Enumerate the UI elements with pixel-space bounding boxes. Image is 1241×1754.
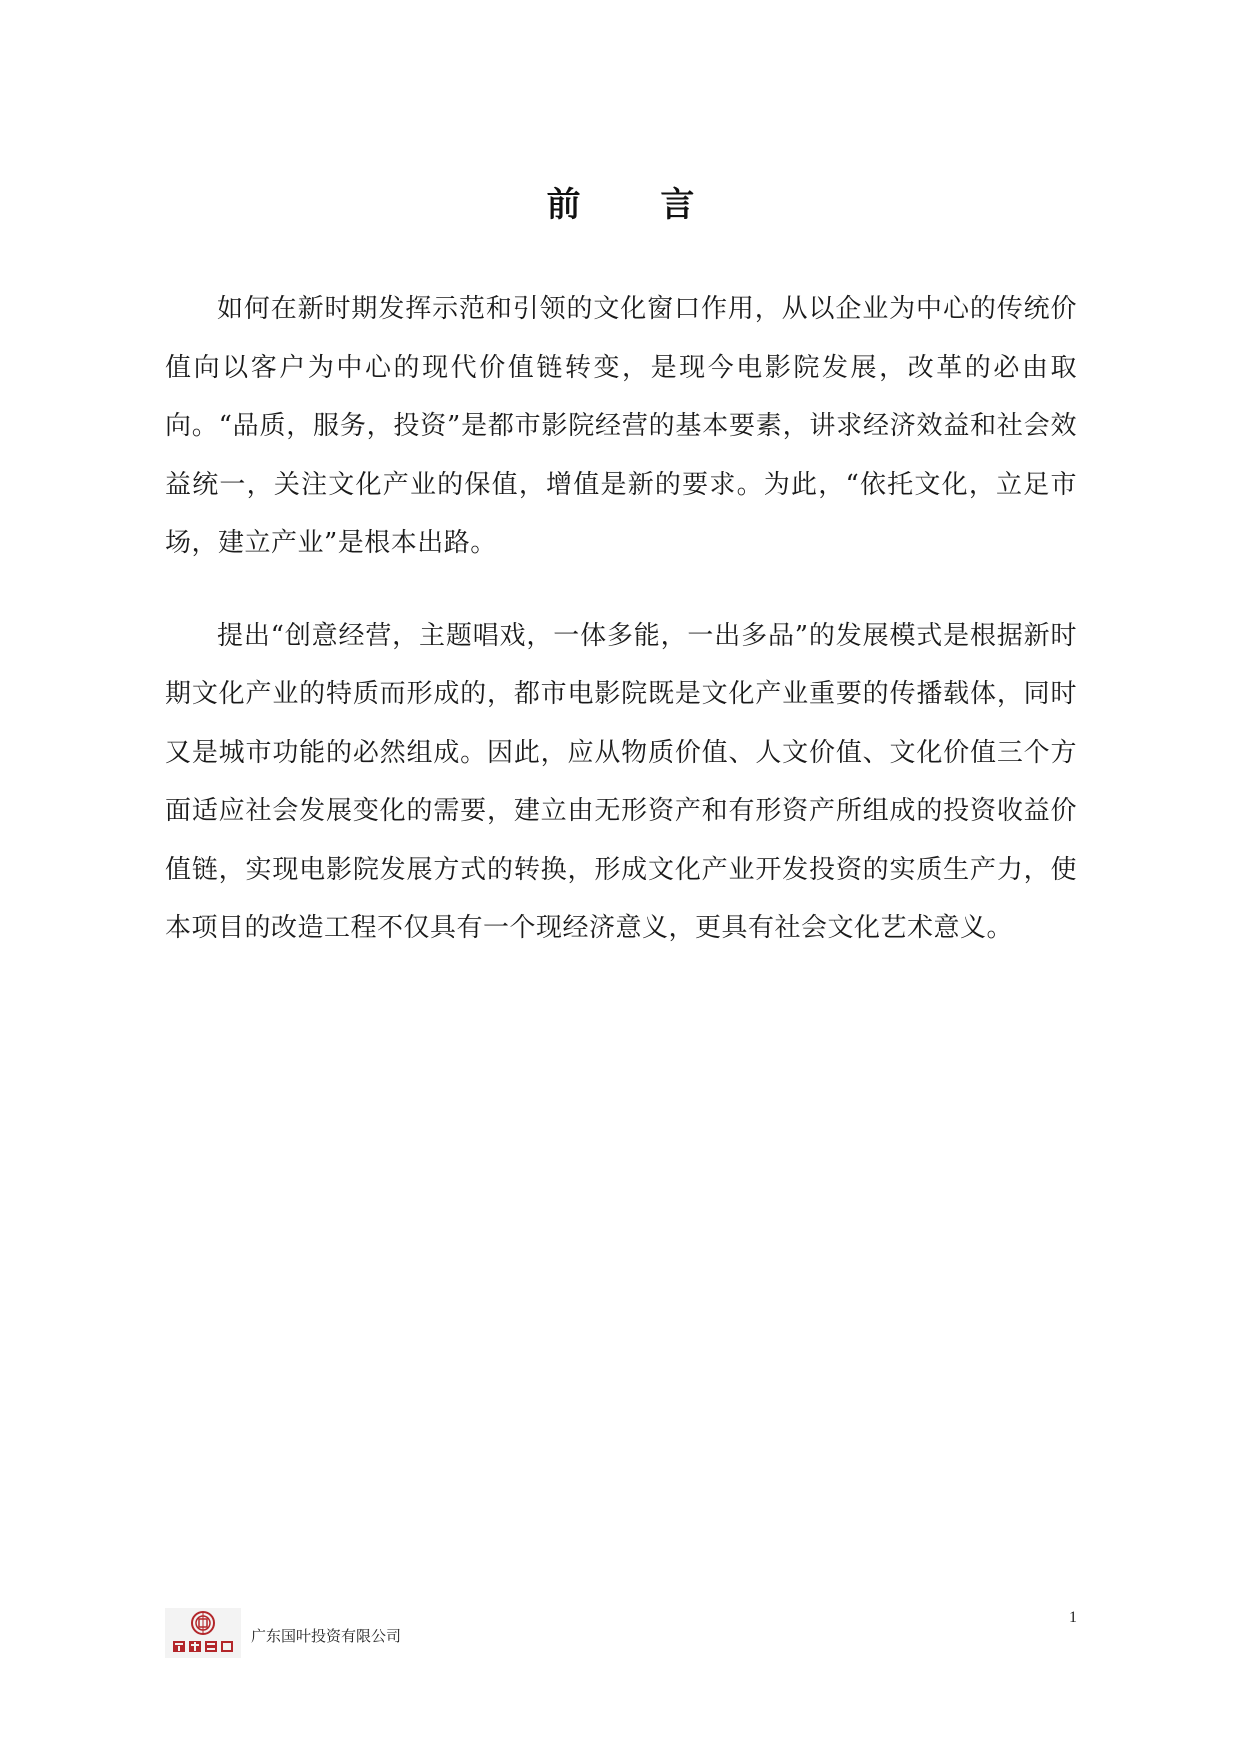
paragraph-1: 如何在新时期发挥示范和引领的文化窗口作用，从以企业为中心的传统价值向以客户为中心的现代价值链转变，是现今电影院发展，改革的必由取向。“品质，服务，投资”是都市影院经营的基本要素，讲求经济效益和社会效益统一，关注文化产业的保值，增值是新的要求。为此，“依托文化，立足市场，建立产业”是根本出路。 — [165, 294, 1077, 558]
paragraph-2: 提出“创意经营，主题唱戏，一体多能，一出多品”的发展模式是根据新时期文化产业的特质而形成的，都市电影院既是文化产业重要的传播载体，同时又是城市功能的必然组成。因此，应从物质价值、人文价值、文化价值三个方面适应社会发展变化的需要，建立由无形资产和有形资产所组成的投资收益价值链，实现电影院发展方式的转换，形成文化产业开发投资的实质生产力，使本项目的改造工程不仅具有一个现经济意义，更具有社会文化艺术意义。 — [165, 620, 1077, 943]
page-title: 前 言 — [546, 185, 729, 225]
page-footer — [165, 1608, 1077, 1658]
page-number: 1 — [1069, 1609, 1077, 1626]
company-logo-icon — [165, 1608, 241, 1658]
company-name: 广东国叶投资有限公司 — [251, 1627, 402, 1645]
body-text — [165, 280, 1077, 958]
